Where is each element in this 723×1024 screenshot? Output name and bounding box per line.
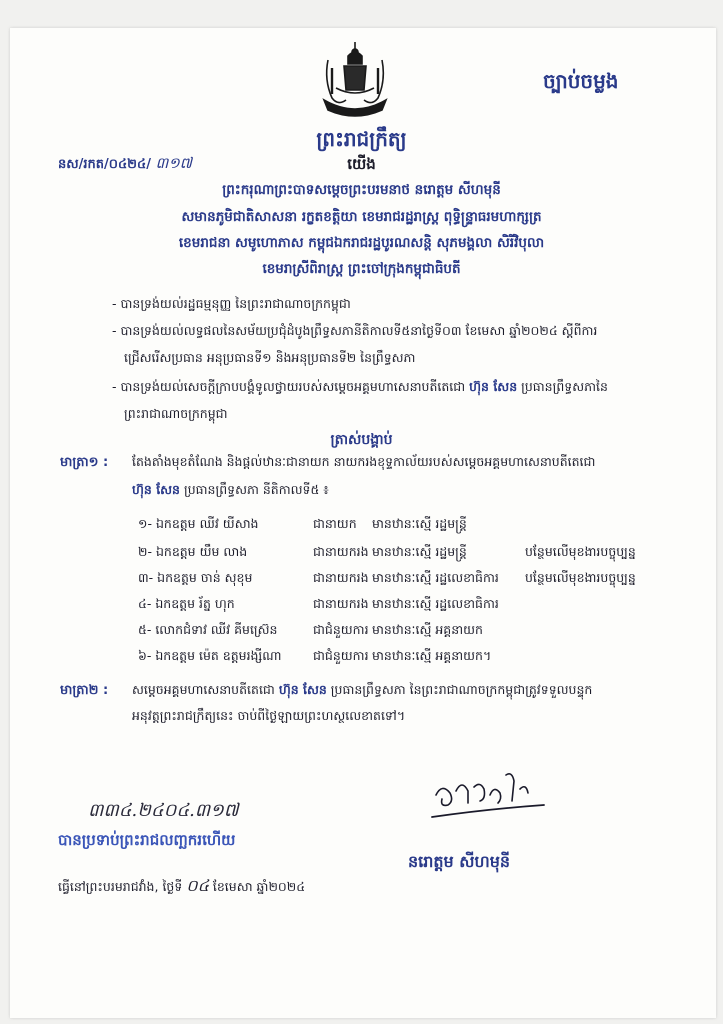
appointee-note: បន្ថែមលើមុខងារបច្ចុប្បន្ន (525, 544, 636, 559)
appointee-rank: មានឋានៈស្មើ រដ្ឋលេខាធិការ (372, 596, 499, 611)
article-2-label: មាត្រា២ : (60, 683, 109, 698)
article-2-text: សម្តេចអគ្គមហាសេនាបតីតេជោ ហ៊ុន សែន ប្រធានព្រឹទ្ធសភា នៃព្រះរាជាណាចក្រកម្ពុជាត្រូវទទួលបន្ទុក (132, 682, 593, 697)
appointee-position: ជាជំនួយការ (313, 622, 369, 637)
signature-name: នរោត្តម សីហមុនី (408, 852, 511, 871)
article-2-line2: អនុវត្តព្រះរាជក្រឹត្យនេះ ចាប់ពីថ្ងៃឡាយព្រះហស្ថលេខាតទៅ។ (132, 708, 406, 723)
preamble-item: - បានទ្រង់យល់រដ្ឋធម្មនុញ្ញ នៃព្រះរាជាណាចក្រកម្ពុជា (112, 296, 351, 311)
appointee-name: ៣- ឯកឧត្តម ចាន់ សុខុម (138, 570, 253, 585)
appointee-rank: មានឋានៈស្មើ រដ្ឋមន្ត្រី (372, 516, 467, 531)
decree-title: ព្រះរាជក្រឹត្យ (316, 127, 407, 151)
royal-signature-icon (428, 765, 548, 825)
appointee-position: ជានាយករង (313, 544, 369, 559)
king-title-line: ខេមរាស្រីពិរាស្ត្រ ព្រះចៅក្រុងកម្ពុជាធិបតី (262, 261, 461, 277)
appointee-name: ២- ឯកឧត្តម យឹម លាង (138, 544, 248, 559)
date-day: ០៤ (186, 876, 209, 895)
stamp-number: ៣៣៤.២៤០៤.៣១៧ (88, 800, 239, 821)
preamble-item-continued: ជ្រើសរើសប្រធាន អនុប្រធានទី១ និងអនុប្រធានទី២ នៃព្រឹទ្ធសភា (124, 350, 416, 365)
preamble-item: - បានទ្រង់យល់សេចក្តីក្រាបបង្គំទូលថ្វាយរបស់សម្តេចអគ្គមហាសេនាបតីតេជោ ហ៊ុន សែន ប្រធានព្រឹទ្ធសភានៃ (112, 379, 608, 394)
person-name: ហ៊ុន សែន (278, 682, 327, 697)
appointee-rank: មានឋានៈស្មើ អគ្គនាយក។ (372, 648, 492, 663)
king-title-line: ខេមរាជនា សមូហោភាស កម្ពុជឯករាជរដ្ឋបូរណសន្តិ សុភមង្គលា សិរីវិបុលា (178, 235, 545, 251)
appointee-position: ជានាយករង (313, 596, 369, 611)
decree-number-prefix: នស/រកត/០៤២៤/ (58, 157, 151, 172)
article-1-label: មាត្រា១ : (60, 455, 109, 470)
appointee-name: ១- ឯកឧត្តម ឈីវ យីសាង (138, 516, 259, 531)
copy-label: ច្បាប់ចម្លង (543, 69, 619, 93)
appointee-rank: មានឋានៈស្មើ អគ្គនាយក (372, 622, 483, 637)
king-title-line: សមានភូមិជាតិសាសនា រក្ខតខត្តិយា ខេមរាជរដ្ឋរាស្ត្រ ពុទ្ធិន្ទ្រាធរមហាក្សត្រ (181, 209, 542, 225)
king-title-line: ព្រះករុណាព្រះបាទសម្តេចព្រះបរមនាថ នរោត្តម សីហមុនី (222, 182, 501, 198)
appointee-position: ជានាយក (313, 516, 357, 531)
appointee-name: ៦- ឯកឧត្តម ម៉េត ឧត្តមរង្សីណា (138, 648, 282, 663)
appointee-position: ជាជំនួយការ (313, 648, 369, 663)
article-1-text: តែងតាំងមុខតំណែង និងផ្តល់ឋានៈជានាយក នាយករងខុទ្ទកាល័យរបស់សម្តេចអគ្គមហាសេនាបតីតេជោ (132, 454, 596, 469)
person-name: ហ៊ុន សែន (132, 482, 180, 497)
appointee-name: ៤- ឯកឧត្តម រ័ត្ន ហុក (138, 596, 235, 611)
seen-heading: យើង (347, 155, 376, 173)
appointee-position: ជានាយករង (313, 570, 369, 585)
article-1-line2: ហ៊ុន សែន ប្រធានព្រឹទ្ធសភា នីតិកាលទី៥ ៖ (132, 482, 329, 497)
appointee-name: ៥- លោកជំទាវ ឈីវ គីមស៊្រេន (138, 622, 278, 637)
preamble-item-continued: ព្រះរាជាណាចក្រកម្ពុជា (124, 406, 228, 421)
stamp-text: បានប្រទាប់ព្រះរាជលញ្ឆករហើយ (58, 831, 236, 849)
appointee-rank: មានឋានៈស្មើ រដ្ឋមន្ត្រី (372, 544, 467, 559)
person-name: ហ៊ុន សែន (469, 379, 518, 394)
royal-coat-of-arms-icon (318, 40, 392, 118)
command-heading: ត្រាស់បង្គាប់ (330, 432, 393, 448)
appointee-note: បន្ថែមលើមុខងារបច្ចុប្បន្ន (525, 570, 636, 585)
place-date: ធ្វើនៅព្រះបរមរាជវាំង, ថ្ងៃទី ០៤ ខែមេសា ឆ្នាំ២០២៤ (58, 876, 306, 895)
appointee-rank: មានឋានៈស្មើ រដ្ឋលេខាធិការ (372, 570, 499, 585)
preamble-item: - បានទ្រង់យល់លទ្ធផលនៃសម័យប្រជុំដំបូងព្រឹទ្ធសភានីតិកាលទី៥នាថ្ងៃទី០៣ ខែមេសា ឆ្នាំ២០២៤ ស្តីពីការ (112, 323, 598, 338)
decree-number-handwritten: ៣១៧ (155, 154, 192, 172)
